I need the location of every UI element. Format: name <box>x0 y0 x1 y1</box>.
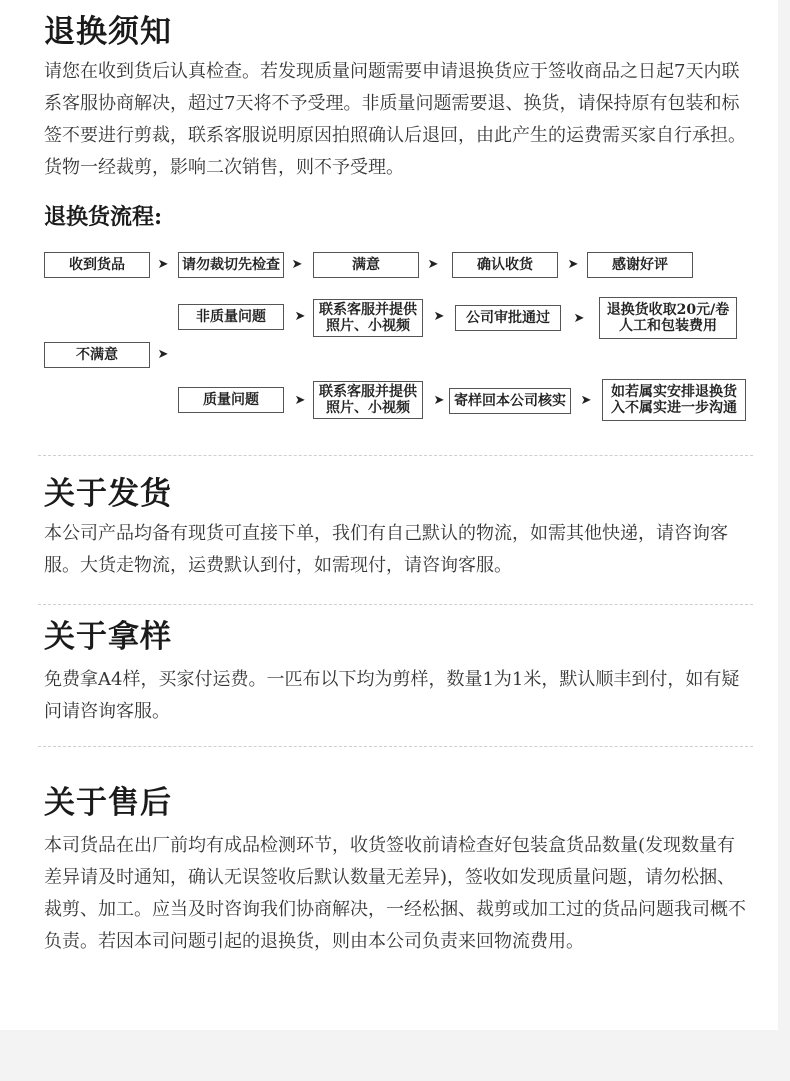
step-company-approval: 公司审批通过 <box>455 305 561 331</box>
arrow-icon: ➤ <box>567 257 579 272</box>
notice-title: 退换须知 <box>44 14 172 50</box>
step-inspect-first: 请勿裁切先检查 <box>178 252 284 278</box>
step-satisfied: 满意 <box>313 252 419 278</box>
divider <box>38 455 753 456</box>
shipping-text: 本公司产品均备有现货可直接下单，我们有自己默认的物流，如需其他快递，请咨询客服。大货走物流，运费默认到付，如需现付，请咨询客服。 <box>44 523 728 576</box>
process-title: 退换货流程: <box>44 204 163 230</box>
arrow-icon: ➤ <box>294 309 306 324</box>
divider <box>38 746 753 747</box>
step-contact-service: 联系客服并提供 照片、小视频 <box>313 299 423 337</box>
arrow-icon: ➤ <box>433 309 445 324</box>
arrow-icon: ➤ <box>294 393 306 408</box>
samples-title: 关于拿样 <box>44 619 172 655</box>
arrow-icon: ➤ <box>157 257 169 272</box>
step-thank-review: 感谢好评 <box>587 252 693 278</box>
step-non-quality-issue: 非质量问题 <box>178 304 284 330</box>
step-arrange-return: 如若属实安排退换货 入不属实进一步沟通 <box>602 379 746 421</box>
step-received-goods: 收到货品 <box>44 252 150 278</box>
step-return-fee: 退换货收取20元/卷 人工和包装费用 <box>599 297 737 339</box>
aftersales-title: 关于售后 <box>44 785 172 821</box>
step-quality-issue: 质量问题 <box>178 387 284 413</box>
arrow-icon: ➤ <box>433 393 445 408</box>
arrow-icon: ➤ <box>291 257 303 272</box>
notice-text: 请您在收到货后认真检查。若发现质量问题需要申请退换货应于签收商品之日起7天内联系客服协商解决，超过7天将不予受理。非质量问题需要退、换货，请保持原有包装和标签不要进行剪裁，联系客服说明原因拍照确认后退回，由此产生的运费需买家自行承担。货物一经裁剪，影响二次销售，则不予受理。 <box>44 61 746 178</box>
samples-text: 免费拿A4样，买家付运费。一匹布以下均为剪样，数量1为1米，默认顺丰到付，如有疑问请咨询客服。 <box>44 669 740 722</box>
arrow-icon: ➤ <box>157 347 169 362</box>
step-send-sample-verify: 寄样回本公司核实 <box>449 388 571 414</box>
arrow-icon: ➤ <box>573 311 585 326</box>
step-confirm-receipt: 确认收货 <box>452 252 558 278</box>
step-contact-service-quality: 联系客服并提供 照片、小视频 <box>313 381 423 419</box>
step-unsatisfied: 不满意 <box>44 342 150 368</box>
shipping-title: 关于发货 <box>44 476 172 512</box>
arrow-icon: ➤ <box>580 393 592 408</box>
divider <box>38 604 753 605</box>
arrow-icon: ➤ <box>427 257 439 272</box>
aftersales-text: 本司货品在出厂前均有成品检测环节，收货签收前请检查好包装盒货品数量(发现数量有差异请及时通知，确认无误签收后默认数量无差异)，签收如发现质量问题，请勿松捆、裁剪、加工。应当及时咨询我们协商解决，一经松捆、裁剪或加工过的货品问题我司概不负责。若因本司问题引起的退换货，则由本公司负责来回物流费用。 <box>44 835 746 952</box>
